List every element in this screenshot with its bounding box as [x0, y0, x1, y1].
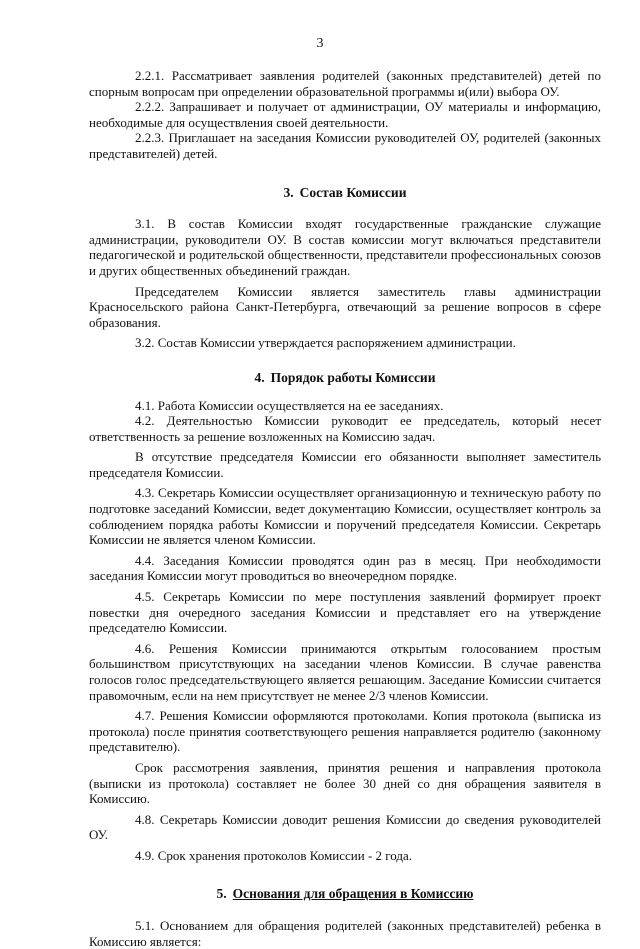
paragraph-3-chair: Председателем Комиссии является заместитель главы администрации Красносельского района Санкт-Петербурга, отвечающий за решение вопросов в сфере образования.: [89, 283, 601, 330]
paragraph-5-1: 5.1. Основанием для обращения родителей (законных представителей) ребенка в Комиссию является:: [89, 918, 601, 949]
section-5-heading: [89, 886, 601, 902]
paragraph-3-1: 3.1. В состав Комиссии входят государственные гражданские служащие администрации, руководители ОУ. В состав комиссии могут включаться представители педагогической и родительской общественности, представители профессиональных союзов и других общественных объединений граждан.: [89, 216, 601, 278]
paragraph-3-2: 3.2. Состав Комиссии утверждается распоряжением администрации.: [135, 335, 516, 351]
paragraph-4-4: 4.4. Заседания Комиссии проводятся один раз в месяц. При необходимости заседания Комиссии могут проводиться во внеочередном порядке.: [89, 552, 601, 584]
paragraph-4-1: 4.1. Работа Комиссии осуществляется на ее заседаниях.: [135, 397, 444, 413]
section-4-title: Порядок работы Комиссии: [270, 369, 436, 385]
section-4-heading: [89, 370, 601, 386]
section-5-title: Основания для обращения в Комиссию: [232, 885, 474, 901]
paragraph-4-5: 4.5. Секретарь Комиссии по мере поступления заявлений формирует проект повестки дня очередного заседания Комиссии и представляет его на утверждение председателю Комиссии.: [89, 589, 601, 636]
document-body: [89, 68, 601, 949]
paragraph-4-2-deputy: В отсутствие председателя Комиссии его обязанности выполняет заместитель председателя Комиссии.: [89, 449, 601, 480]
paragraph-4-7-term: Срок рассмотрения заявления, принятия решения и направления протокола (выписки из протокола) составляет не более 30 дней со дня обращения заявителя в Комиссию.: [89, 759, 601, 807]
paragraph-4-6: 4.6. Решения Комиссии принимаются открытым голосованием простым большинством присутствующих на заседании членов Комиссии. В случае равенства голосов голос председательствующего является решающим. Заседание Комиссии считается правомочным, если на нем присутствует не менее 2/3 членов Комиссии.: [89, 640, 601, 703]
paragraph-4-9: 4.9. Срок хранения протоколов Комиссии - 2 года.: [135, 847, 413, 863]
paragraph-4-2: 4.2. Деятельностью Комиссии руководит ее председатель, который несет ответственность за решение возложенных на Комиссию задач.: [89, 413, 601, 444]
section-3-heading: [89, 185, 601, 201]
paragraph-2-2-3: 2.2.3. Приглашает на заседания Комиссии руководителей ОУ, родителей (законных представителей) детей.: [89, 130, 601, 161]
paragraph-4-8: 4.8. Секретарь Комиссии доводит решения Комиссии до сведения руководителей ОУ.: [89, 811, 601, 843]
section-4-number: 4.: [254, 369, 265, 385]
paragraph-4-3: 4.3. Секретарь Комиссии осуществляет организационную и техническую работу по подготовке заседаний Комиссии, ведет документацию Комиссии, осуществляет контроль за соблюдением порядка работы Комиссии и поручений председателя Комиссии. Секретарь Комиссии не является членом Комиссии.: [89, 485, 601, 548]
section-5-number: 5.: [216, 885, 227, 901]
section-3-number: 3.: [283, 184, 294, 200]
paragraph-4-7: 4.7. Решения Комиссии оформляются протоколами. Копия протокола (выписка из протокола) после принятия соответствующего решения направляется родителю (законному представителю).: [89, 708, 601, 755]
paragraph-2-2-1: 2.2.1. Рассматривает заявления родителей (законных представителей) детей по спорным вопросам при определении образовательной программы и(или) выбора ОУ.: [89, 68, 601, 99]
section-3-title: Состав Комиссии: [299, 184, 407, 200]
page-number: 3: [316, 36, 324, 51]
paragraph-2-2-2: 2.2.2. Запрашивает и получает от администрации, ОУ материалы и информацию, необходимые для осуществления своей деятельности.: [89, 99, 601, 130]
